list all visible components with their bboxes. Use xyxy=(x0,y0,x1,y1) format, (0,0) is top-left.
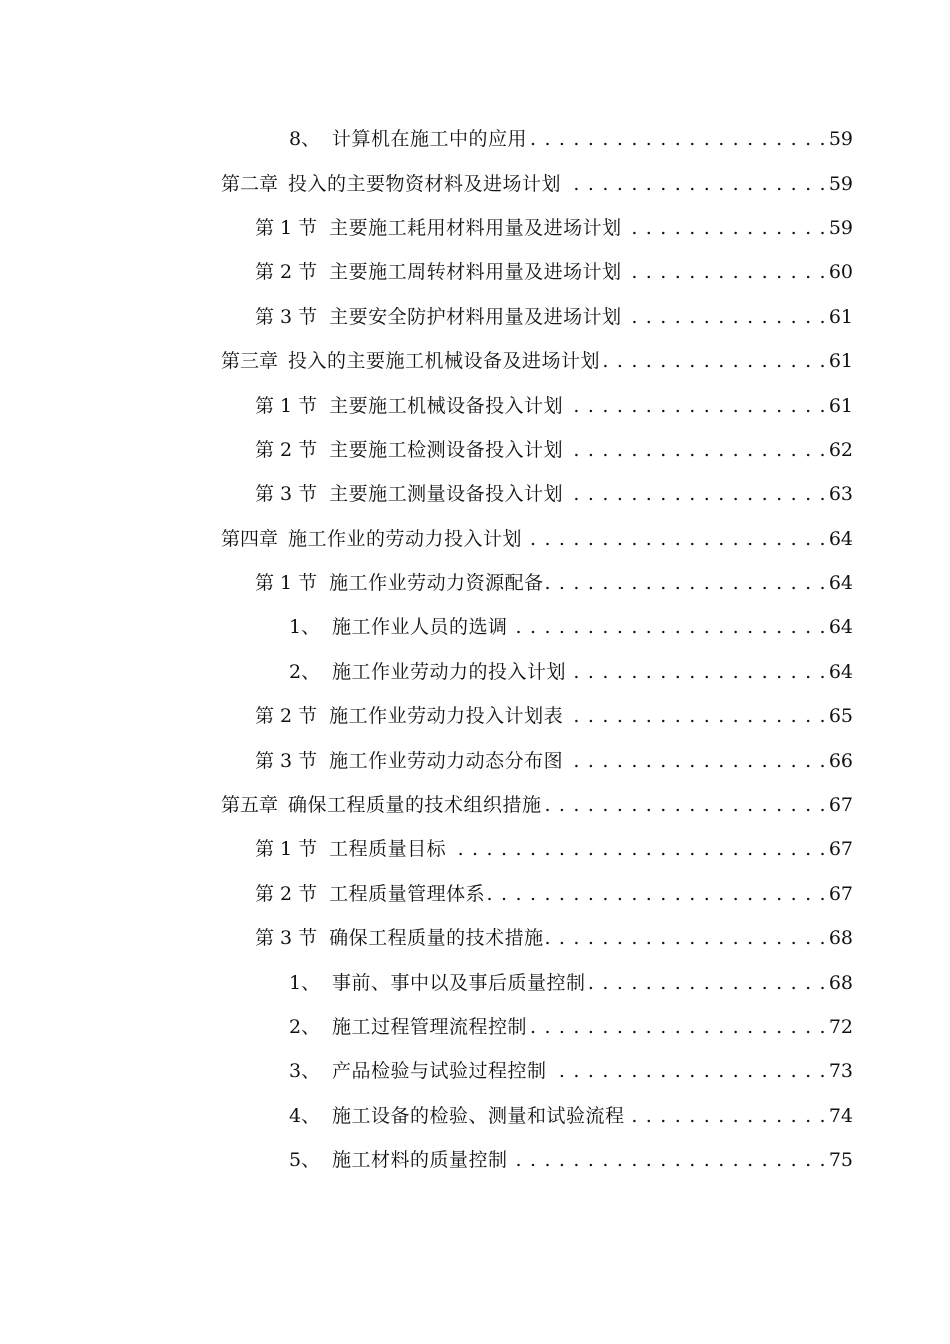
toc-dot-leader xyxy=(563,162,827,206)
toc-dot-leader xyxy=(546,916,827,960)
toc-entry-title: 施工作业劳动力投入计划表 xyxy=(329,705,564,728)
toc-entry-page-number: 59 xyxy=(828,128,853,151)
toc-entry-number: 第 3 节 xyxy=(255,483,318,506)
toc-dot-leader xyxy=(624,206,827,250)
toc-dot-leader xyxy=(565,428,827,472)
toc-entry-title: 施工作业的劳动力投入计划 xyxy=(288,527,523,550)
toc-dot-leader xyxy=(549,1049,827,1093)
toc-entry-number: 2、 xyxy=(289,1016,321,1038)
toc-entry-title: 主要施工机械设备投入计划 xyxy=(329,394,564,417)
toc-entry-page-number: 59 xyxy=(828,172,853,195)
toc-entry-number: 第 3 节 xyxy=(255,749,318,772)
toc-entry-page-number: 65 xyxy=(828,705,853,728)
toc-entry[interactable] xyxy=(0,738,950,782)
toc-entry-number: 第 3 节 xyxy=(255,305,318,328)
toc-entry-number: 第 3 节 xyxy=(255,927,318,950)
toc-entry-page-number: 64 xyxy=(828,527,853,550)
toc-entry-page-number: 67 xyxy=(828,838,853,861)
toc-entry-number: 第 2 节 xyxy=(255,261,318,284)
toc-entry[interactable] xyxy=(0,1094,950,1138)
toc-entry-title: 主要施工周转材料用量及进场计划 xyxy=(329,261,622,284)
toc-entry-page-number: 59 xyxy=(828,216,853,239)
toc-entry[interactable] xyxy=(0,161,950,205)
toc-entry-number: 第五章 xyxy=(221,794,279,817)
toc-entry[interactable] xyxy=(0,1138,950,1182)
toc-entry[interactable] xyxy=(0,383,950,427)
toc-entry-number: 第四章 xyxy=(221,527,279,550)
toc-entry-title: 施工作业劳动力资源配备 xyxy=(329,572,544,595)
toc-dot-leader xyxy=(510,1138,827,1182)
toc-entry[interactable] xyxy=(0,783,950,827)
toc-entry-page-number: 75 xyxy=(828,1149,853,1172)
toc-entry-title: 施工设备的检验、测量和试验流程 xyxy=(332,1104,625,1127)
toc-entry-title: 工程质量管理体系 xyxy=(329,882,486,905)
toc-dot-leader xyxy=(544,783,827,827)
toc-entry-title: 事前、事中以及事后质量控制 xyxy=(332,971,586,994)
toc-entry-title: 施工作业人员的选调 xyxy=(332,616,508,639)
toc-entry[interactable] xyxy=(0,339,950,383)
toc-entry[interactable] xyxy=(0,827,950,871)
toc-entry-title: 施工作业劳动力的投入计划 xyxy=(332,660,567,683)
toc-entry-number: 1、 xyxy=(289,971,321,994)
toc-entry-page-number: 61 xyxy=(828,350,853,373)
toc-dot-leader xyxy=(524,517,827,561)
toc-entry-number: 第 2 节 xyxy=(255,882,318,905)
toc-dot-leader xyxy=(487,872,827,916)
toc-dot-leader xyxy=(565,384,827,428)
toc-dot-leader xyxy=(529,1005,827,1049)
toc-entry-number: 第三章 xyxy=(221,350,279,373)
toc-entry-title: 产品检验与试验过程控制 xyxy=(332,1060,547,1083)
toc-dot-leader xyxy=(624,250,827,294)
toc-entry-number: 3、 xyxy=(289,1060,321,1083)
toc-entry[interactable] xyxy=(0,561,950,605)
toc-dot-leader xyxy=(565,472,827,516)
toc-dot-leader xyxy=(588,961,827,1005)
toc-entry-number: 8、 xyxy=(289,128,321,151)
toc-entry-title: 工程质量目标 xyxy=(329,838,447,861)
toc-dot-leader xyxy=(568,650,827,694)
toc-entry-number: 第 2 节 xyxy=(255,438,318,461)
toc-entry-title: 施工材料的质量控制 xyxy=(332,1149,508,1172)
toc-dot-leader xyxy=(602,339,827,383)
toc-entry-title: 主要安全防护材料用量及进场计划 xyxy=(329,305,622,328)
toc-entry-page-number: 67 xyxy=(828,794,853,817)
toc-entry-title: 确保工程质量的技术组织措施 xyxy=(288,794,542,817)
toc-entry-number: 第 1 节 xyxy=(255,838,318,861)
toc-entry-page-number: 64 xyxy=(828,572,853,595)
toc-entry[interactable] xyxy=(0,250,950,294)
toc-entry[interactable] xyxy=(0,1005,950,1049)
toc-entry[interactable] xyxy=(0,206,950,250)
toc-entry-number: 2、 xyxy=(289,660,321,683)
table-of-contents xyxy=(0,117,950,1182)
toc-entry-title: 施工作业劳动力动态分布图 xyxy=(329,749,564,772)
toc-dot-leader xyxy=(510,605,827,649)
toc-entry-page-number: 68 xyxy=(828,927,853,950)
toc-entry-page-number: 60 xyxy=(828,261,853,284)
toc-entry-title: 主要施工测量设备投入计划 xyxy=(329,483,564,506)
toc-entry[interactable] xyxy=(0,694,950,738)
toc-dot-leader xyxy=(565,739,827,783)
toc-entry-number: 第二章 xyxy=(221,172,279,195)
toc-entry[interactable] xyxy=(0,650,950,694)
toc-entry-page-number: 73 xyxy=(828,1060,853,1083)
toc-entry-page-number: 67 xyxy=(828,882,853,905)
toc-entry-number: 第 1 节 xyxy=(255,572,318,595)
toc-entry-title: 投入的主要物资材料及进场计划 xyxy=(288,172,562,195)
toc-entry[interactable] xyxy=(0,295,950,339)
toc-entry[interactable] xyxy=(0,605,950,649)
toc-entry[interactable] xyxy=(0,1049,950,1093)
toc-dot-leader xyxy=(529,117,827,161)
toc-entry[interactable] xyxy=(0,517,950,561)
toc-entry-page-number: 61 xyxy=(828,305,853,328)
toc-entry-number: 5、 xyxy=(289,1149,321,1172)
toc-entry-page-number: 66 xyxy=(828,749,853,772)
toc-entry[interactable] xyxy=(0,872,950,916)
toc-entry-title: 投入的主要施工机械设备及进场计划 xyxy=(288,350,601,373)
toc-dot-leader xyxy=(546,561,827,605)
toc-entry-title: 主要施工耗用材料用量及进场计划 xyxy=(329,216,622,239)
toc-entry[interactable] xyxy=(0,428,950,472)
toc-entry-number: 第 2 节 xyxy=(255,705,318,728)
toc-entry-number: 第 1 节 xyxy=(255,216,318,239)
toc-entry-title: 主要施工检测设备投入计划 xyxy=(329,438,564,461)
toc-entry[interactable] xyxy=(0,916,950,960)
toc-entry-number: 1、 xyxy=(289,616,321,639)
toc-entry-page-number: 72 xyxy=(828,1016,853,1038)
toc-entry-title: 确保工程质量的技术措施 xyxy=(329,927,544,950)
toc-entry-page-number: 63 xyxy=(828,483,853,506)
toc-entry-page-number: 64 xyxy=(828,660,853,683)
toc-entry-number: 4、 xyxy=(289,1104,321,1127)
toc-dot-leader xyxy=(565,694,827,738)
toc-dot-leader xyxy=(627,1094,827,1138)
toc-entry-page-number: 62 xyxy=(828,438,853,461)
toc-entry-title: 施工过程管理流程控制 xyxy=(332,1016,528,1038)
toc-entry-page-number: 64 xyxy=(828,616,853,639)
toc-entry-page-number: 61 xyxy=(828,394,853,417)
toc-entry[interactable] xyxy=(0,117,950,161)
toc-entry-page-number: 68 xyxy=(828,971,853,994)
toc-entry[interactable] xyxy=(0,472,950,516)
toc-entry[interactable] xyxy=(0,960,950,1004)
toc-entry-number: 第 1 节 xyxy=(255,394,318,417)
toc-dot-leader xyxy=(448,827,827,871)
toc-entry-page-number: 74 xyxy=(828,1104,853,1127)
toc-entry-title: 计算机在施工中的应用 xyxy=(332,128,528,151)
toc-dot-leader xyxy=(624,295,827,339)
